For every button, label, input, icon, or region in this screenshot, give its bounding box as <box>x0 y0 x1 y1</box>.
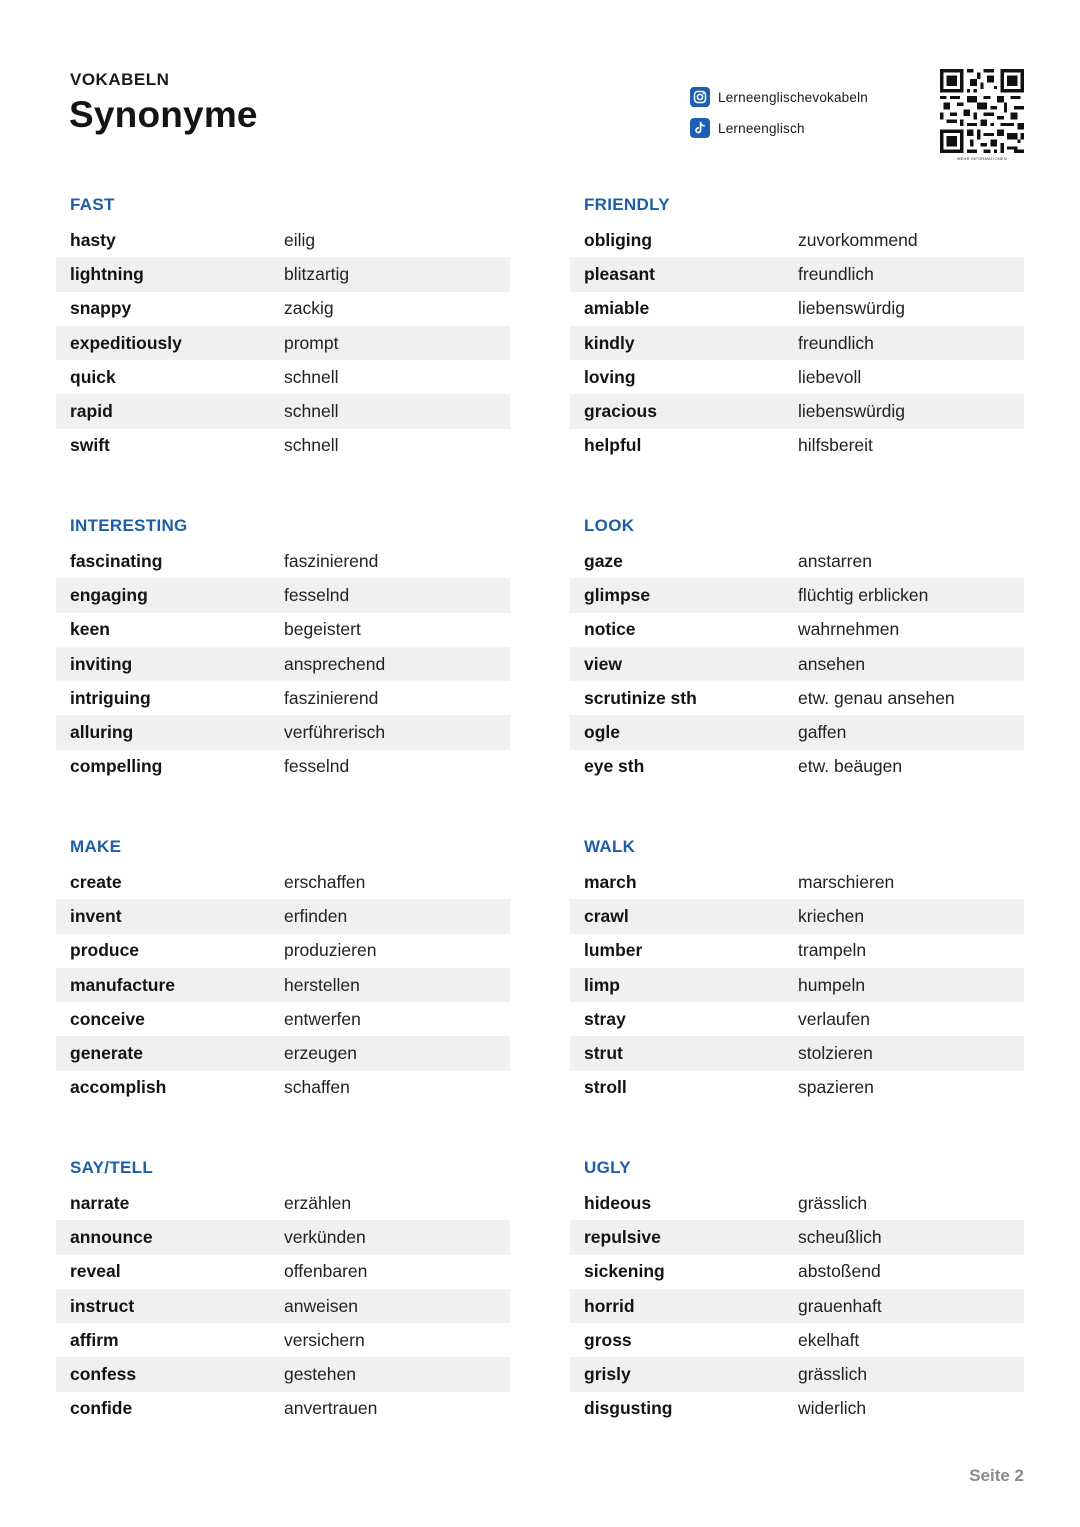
vocab-term: scrutinize sth <box>584 687 697 708</box>
vocab-translation: zackig <box>284 298 334 319</box>
vocab-term: strut <box>584 1043 623 1064</box>
section-interesting <box>56 511 510 784</box>
vocab-row <box>56 360 510 394</box>
vocab-term: swift <box>70 435 110 456</box>
vocab-translation: erschaffen <box>284 871 366 892</box>
vocab-term: eye sth <box>584 756 645 777</box>
vocab-translation: gestehen <box>284 1364 357 1385</box>
vocab-translation: faszinierend <box>284 687 379 708</box>
vocab-term: helpful <box>584 435 642 456</box>
vocab-translation: wahrnehmen <box>798 619 900 640</box>
vocab-row <box>570 1002 1024 1036</box>
vocab-translation: anweisen <box>284 1295 358 1316</box>
vocab-term: expeditiously <box>70 332 182 353</box>
vocab-translation: zuvorkommend <box>798 229 918 250</box>
vocab-translation: etw. genau ansehen <box>798 687 955 708</box>
vocab-translation: anvertrauen <box>284 1398 378 1419</box>
vocab-translation: gaffen <box>798 722 847 743</box>
vocab-term: stray <box>584 1008 626 1029</box>
vocab-term: ogle <box>584 722 620 743</box>
vocab-row <box>56 613 510 647</box>
section-title: INTERESTING <box>70 516 188 535</box>
vocab-row <box>56 750 510 784</box>
vocab-term: obliging <box>584 229 653 250</box>
vocab-translation: abstoßend <box>798 1261 881 1282</box>
vocab-translation: kriechen <box>798 905 865 926</box>
vocab-translation: grässlich <box>798 1192 868 1213</box>
vocab-row <box>56 1289 510 1323</box>
vocab-row <box>56 1036 510 1070</box>
section-say-tell <box>56 1153 510 1426</box>
vocab-term: hideous <box>584 1192 652 1213</box>
vocab-row <box>56 1323 510 1357</box>
tiktok-handle: Lerneenglisch <box>718 120 805 136</box>
vocab-row <box>56 1392 510 1426</box>
vocab-term: keen <box>70 619 110 640</box>
section-title: LOOK <box>584 516 635 535</box>
vocab-translation: liebevoll <box>798 366 862 387</box>
vocab-row <box>570 899 1024 933</box>
vocab-row <box>570 681 1024 715</box>
vocab-term: crawl <box>584 905 629 926</box>
vocab-term: hasty <box>70 229 116 250</box>
vocab-translation: freundlich <box>798 263 874 284</box>
vocab-translation: freundlich <box>798 332 874 353</box>
vocab-row <box>56 865 510 899</box>
vocab-term: confess <box>70 1364 137 1385</box>
vocab-translation: humpeln <box>798 974 866 995</box>
section-title: SAY/TELL <box>70 1158 154 1177</box>
vocab-row <box>570 1036 1024 1070</box>
vocab-term: narrate <box>70 1192 130 1213</box>
vocab-term: view <box>584 653 622 674</box>
vocab-translation: marschieren <box>798 871 895 892</box>
vocab-row <box>570 544 1024 578</box>
vocab-term: repulsive <box>584 1226 661 1247</box>
vocab-translation: versichern <box>284 1329 365 1350</box>
vocab-term: alluring <box>70 722 134 743</box>
vocab-term: amiable <box>584 298 650 319</box>
vocab-translation: prompt <box>284 332 339 353</box>
vocab-row <box>570 647 1024 681</box>
vocab-row <box>56 257 510 291</box>
vocab-term: disgusting <box>584 1398 673 1419</box>
qr-caption: MEHR INFORMATIONEN <box>957 156 1007 161</box>
vocab-term: engaging <box>70 584 148 605</box>
vocab-term: march <box>584 871 637 892</box>
vocab-term: generate <box>70 1043 143 1064</box>
vocab-translation: erzeugen <box>284 1043 357 1064</box>
vocab-term: inviting <box>70 653 133 674</box>
vocab-term: instruct <box>70 1295 135 1316</box>
vocab-term: grisly <box>584 1364 631 1385</box>
social-links <box>690 86 868 148</box>
vocab-row <box>570 934 1024 968</box>
vocab-term: gracious <box>584 401 657 422</box>
vocab-translation: verkünden <box>284 1226 366 1247</box>
vocab-term: produce <box>70 940 140 961</box>
vocab-row <box>570 1255 1024 1289</box>
vocab-term: snappy <box>70 298 132 319</box>
vocab-term: lumber <box>584 940 643 961</box>
section-title: UGLY <box>584 1158 631 1177</box>
vocab-row <box>56 292 510 326</box>
vocab-term: compelling <box>70 756 163 777</box>
vocab-translation: grauenhaft <box>798 1295 882 1316</box>
page-number: Seite 2 <box>969 1466 1024 1485</box>
vocab-row <box>570 1289 1024 1323</box>
vocab-row <box>570 1323 1024 1357</box>
vocab-translation: erzählen <box>284 1192 352 1213</box>
vocab-row <box>570 1357 1024 1391</box>
vocab-row <box>56 899 510 933</box>
vocab-term: horrid <box>584 1295 635 1316</box>
vocab-translation: verführerisch <box>284 722 386 743</box>
vocab-term: rapid <box>70 401 113 422</box>
vocab-term: gross <box>584 1329 632 1350</box>
vocab-term: confide <box>70 1398 133 1419</box>
vocab-row <box>570 715 1024 749</box>
vocab-row <box>570 865 1024 899</box>
vocab-translation: scheußlich <box>798 1226 882 1247</box>
vocab-row <box>56 715 510 749</box>
page-title: Synonyme <box>69 94 258 135</box>
vocab-row <box>570 429 1024 463</box>
vocab-row <box>570 750 1024 784</box>
tiktok-link[interactable] <box>690 117 868 139</box>
section-title: FAST <box>70 195 115 214</box>
vocab-row <box>56 394 510 428</box>
vocab-translation: blitzartig <box>284 263 350 284</box>
section-title: MAKE <box>70 837 122 856</box>
vocab-row <box>56 1002 510 1036</box>
vocab-translation: verlaufen <box>798 1008 870 1029</box>
vocab-translation: ekelhaft <box>798 1329 860 1350</box>
vocab-translation: eilig <box>284 229 316 250</box>
vocab-term: create <box>70 871 122 892</box>
section-title: FRIENDLY <box>584 195 670 214</box>
vocab-term: kindly <box>584 332 635 353</box>
vocab-translation: liebenswürdig <box>798 298 906 319</box>
vocab-row <box>56 934 510 968</box>
vocab-translation: erfinden <box>284 905 348 926</box>
vocab-term: intriguing <box>70 687 151 708</box>
vocab-translation: etw. beäugen <box>798 756 903 777</box>
vocab-translation: faszinierend <box>284 550 379 571</box>
vocab-row <box>570 1071 1024 1105</box>
instagram-icon <box>690 87 710 107</box>
vocab-row <box>570 1186 1024 1220</box>
vocab-row <box>56 1357 510 1391</box>
vocab-row <box>56 223 510 257</box>
vocab-translation: fesselnd <box>284 584 350 605</box>
vocab-term: stroll <box>584 1077 627 1098</box>
vocab-translation: schnell <box>284 366 339 387</box>
vocab-row <box>570 578 1024 612</box>
vocab-translation: produzieren <box>284 940 377 961</box>
vocab-row <box>56 647 510 681</box>
vocab-translation: fesselnd <box>284 756 350 777</box>
vocab-term: accomplish <box>70 1077 167 1098</box>
vocab-row <box>56 1186 510 1220</box>
header-kicker: VOKABELN <box>70 70 170 89</box>
section-friendly <box>570 190 1024 463</box>
vocab-row <box>56 544 510 578</box>
vocab-row <box>570 1392 1024 1426</box>
vocab-row <box>570 968 1024 1002</box>
section-fast <box>56 190 510 463</box>
vocab-row <box>56 1220 510 1254</box>
vocab-row <box>56 968 510 1002</box>
vocab-row <box>56 1071 510 1105</box>
vocab-translation: hilfsbereit <box>798 435 873 456</box>
instagram-link[interactable] <box>690 86 868 108</box>
vocab-translation: herstellen <box>284 974 360 995</box>
vocab-row <box>570 613 1024 647</box>
vocab-translation: trampeln <box>798 940 867 961</box>
vocab-translation: flüchtig erblicken <box>798 584 929 605</box>
vocab-row <box>56 578 510 612</box>
vocab-row <box>56 1255 510 1289</box>
vocab-translation: ansprechend <box>284 653 386 674</box>
vocab-translation: schnell <box>284 435 339 456</box>
vocab-row <box>570 292 1024 326</box>
vocab-translation: ansehen <box>798 653 866 674</box>
vocab-term: sickening <box>584 1261 665 1282</box>
vocab-translation: anstarren <box>798 550 872 571</box>
vocab-translation: schaffen <box>284 1077 350 1098</box>
vocab-row <box>570 257 1024 291</box>
vocab-term: reveal <box>70 1261 121 1282</box>
vocab-row <box>570 223 1024 257</box>
vocab-term: notice <box>584 619 636 640</box>
section-look <box>570 511 1024 784</box>
tiktok-icon <box>690 118 710 138</box>
vocab-term: affirm <box>70 1329 119 1350</box>
vocab-term: invent <box>70 905 122 926</box>
vocab-term: fascinating <box>70 550 163 571</box>
vocab-row <box>56 429 510 463</box>
instagram-handle: Lerneenglischevokabeln <box>718 89 869 105</box>
vocab-translation: grässlich <box>798 1364 868 1385</box>
section-make <box>56 832 510 1105</box>
vocab-row <box>56 681 510 715</box>
section-ugly <box>570 1153 1024 1426</box>
vocab-row <box>56 326 510 360</box>
vocab-term: lightning <box>70 263 144 284</box>
vocab-term: announce <box>70 1226 153 1247</box>
vocab-term: limp <box>584 974 620 995</box>
vocab-translation: offenbaren <box>284 1261 368 1282</box>
vocab-translation: entwerfen <box>284 1008 361 1029</box>
vocab-row <box>570 360 1024 394</box>
vocab-row <box>570 394 1024 428</box>
vocab-translation: liebenswürdig <box>798 401 906 422</box>
vocab-translation: spazieren <box>798 1077 874 1098</box>
vocab-term: quick <box>70 366 116 387</box>
vocab-term: glimpse <box>584 584 651 605</box>
vocab-translation: schnell <box>284 401 339 422</box>
vocab-term: gaze <box>584 550 623 571</box>
vocab-term: loving <box>584 366 636 387</box>
section-walk <box>570 832 1024 1105</box>
vocab-row <box>570 1220 1024 1254</box>
vocab-term: conceive <box>70 1008 145 1029</box>
vocab-translation: stolzieren <box>798 1043 873 1064</box>
section-title: WALK <box>584 837 636 856</box>
qr-code-icon[interactable] <box>940 69 1024 153</box>
vocab-translation: widerlich <box>798 1398 867 1419</box>
vocab-translation: begeistert <box>284 619 361 640</box>
vocab-row <box>570 326 1024 360</box>
vocab-term: pleasant <box>584 263 655 284</box>
vocab-term: manufacture <box>70 974 176 995</box>
